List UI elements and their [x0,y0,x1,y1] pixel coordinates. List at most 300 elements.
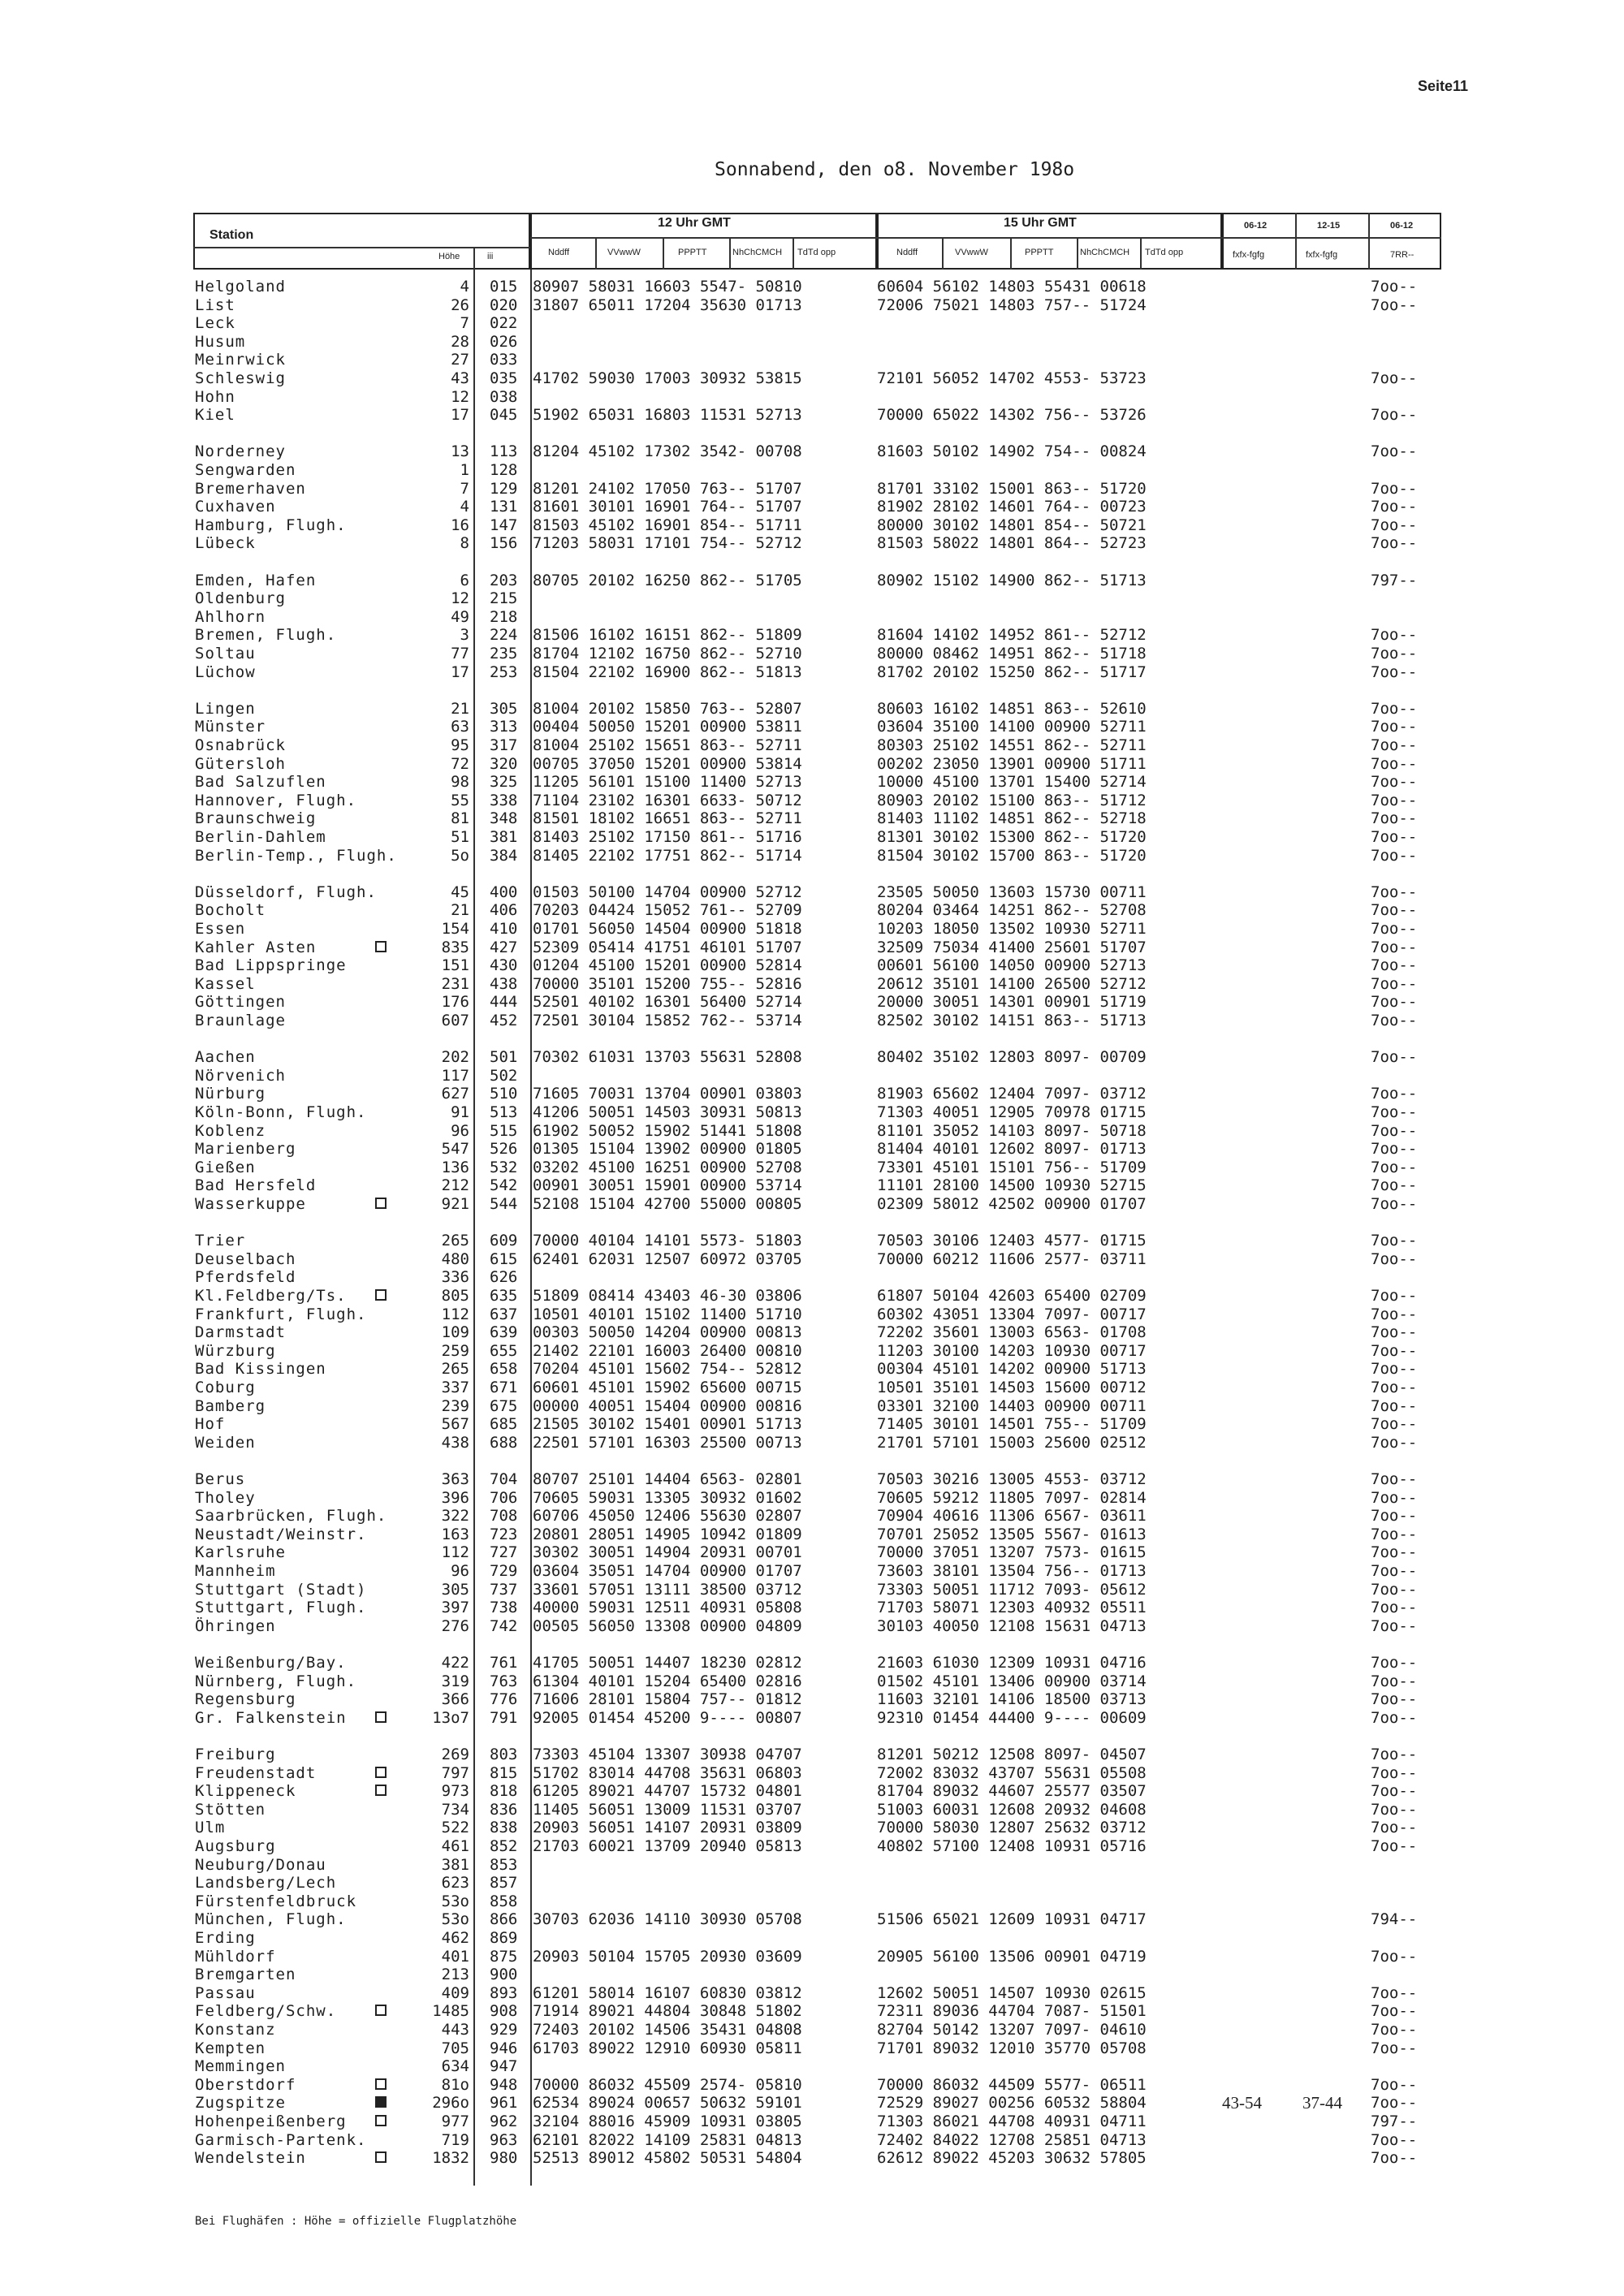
precip-group: 7oo-- [1371,516,1418,534]
station-index: 963 [490,2131,518,2149]
precip-group: 7oo-- [1371,883,1418,901]
observation-12utc: 21505 30102 15401 00901 51713 [533,1415,802,1433]
station-name: Kiel [195,406,235,424]
station-height: 337 [441,1379,469,1396]
station-row [0,296,1624,315]
station-height: 322 [441,1507,469,1525]
observation-12utc: 62401 62031 12507 60972 03705 [533,1250,802,1268]
station-height: 265 [441,1360,469,1378]
station-height: 422 [441,1654,469,1672]
station-name: Würzburg [195,1342,276,1360]
station-row [0,2149,1624,2168]
station-height: 27 [451,351,469,369]
station-row [0,2094,1624,2113]
station-index: 803 [490,1746,518,1763]
station-index: 791 [490,1709,518,1727]
station-name: Mannheim [195,1562,276,1580]
station-name: Hamburg, Flugh. [195,516,347,534]
precip-group: 7oo-- [1371,278,1418,296]
observation-12utc: 01204 45100 15201 00900 52814 [533,956,802,974]
observation-12utc: 71914 89021 44804 30848 51802 [533,2002,802,2020]
precip-group: 797-- [1371,572,1418,589]
section-spacer [0,425,1624,443]
station-name: Karlsruhe [195,1543,286,1561]
precip-group: 7oo-- [1371,1690,1418,1708]
observation-12utc: 71104 23102 16301 6633- 50712 [533,792,802,809]
precip-group: 7oo-- [1371,736,1418,754]
observation-12utc: 52108 15104 42700 55000 00805 [533,1195,802,1213]
observation-15utc: 81603 50102 14902 754-- 00824 [877,442,1147,460]
precip-group: 7oo-- [1371,1159,1418,1176]
observation-12utc: 81601 30101 16901 764-- 51707 [533,498,802,516]
station-height: 567 [441,1415,469,1433]
station-height: 49 [451,608,469,626]
observation-15utc: 60302 43051 13304 7097- 00717 [877,1306,1147,1323]
section-spacer [0,865,1624,883]
station-index: 224 [490,626,518,644]
section-spacer [0,1452,1624,1470]
observation-12utc: 51902 65031 16803 11531 52713 [533,406,802,424]
station-row [0,901,1624,920]
observation-12utc: 60601 45101 15902 65600 00715 [533,1379,802,1396]
station-height: 296o [432,2094,469,2112]
station-height: 259 [441,1342,469,1360]
observation-15utc: 00304 45101 14202 00900 51713 [877,1360,1147,1378]
station-name: Kl.Feldberg/Ts. [195,1287,347,1305]
station-name: Deuselbach [195,1250,296,1268]
precip-group: 7oo-- [1371,1764,1418,1782]
observation-12utc: 62534 89024 00657 50632 59101 [533,2094,802,2112]
station-height: 95 [451,736,469,754]
precip-group: 7oo-- [1371,1122,1418,1140]
station-index: 348 [490,809,518,827]
station-height: 5o [451,847,469,865]
station-height: 547 [441,1140,469,1158]
station-name: Aachen [195,1048,256,1066]
station-row [0,755,1624,774]
station-height: 81o [441,2076,469,2094]
precip-group: 7oo-- [1371,1599,1418,1616]
observation-15utc: 81702 20102 15250 862-- 51717 [877,663,1147,681]
observation-12utc: 81403 25102 17150 861-- 51716 [533,828,802,846]
observation-12utc: 71606 28101 15804 757-- 01812 [533,1690,802,1708]
station-index: 626 [490,1268,518,1286]
station-index: 427 [490,939,518,956]
station-height: 366 [441,1690,469,1708]
station-row [0,516,1624,535]
station-row [0,2131,1624,2150]
observation-12utc: 03604 35051 14704 00900 01707 [533,1562,802,1580]
station-index: 948 [490,2076,518,2094]
station-height: 1485 [432,2002,469,2020]
station-row [0,993,1624,1012]
station-height: 381 [441,1856,469,1874]
observation-15utc: 61807 50104 42603 65400 02709 [877,1287,1147,1305]
station-height: 1 [460,461,469,479]
observation-12utc: 52513 89012 45802 50531 54804 [533,2149,802,2167]
precip-group: 7oo-- [1371,1672,1418,1690]
station-index: 836 [490,1801,518,1819]
station-index: 857 [490,1874,518,1892]
observation-15utc: 81903 65602 12404 7097- 03712 [877,1085,1147,1103]
observation-12utc: 41206 50051 14503 30931 50813 [533,1103,802,1121]
station-name: Wendelstein [195,2149,306,2167]
observation-12utc: 62101 82022 14109 25831 04813 [533,2131,802,2149]
station-index: 609 [490,1232,518,1249]
station-name: Hohenpeißenberg [195,2113,347,2130]
station-name: Trier [195,1232,246,1249]
station-name: Kempten [195,2039,266,2057]
precip-group: 7oo-- [1371,700,1418,718]
station-height: 8 [460,534,469,552]
station-index: 532 [490,1159,518,1176]
observation-12utc: 52501 40102 16301 56400 52714 [533,993,802,1011]
gust-range-06-12: 43-54 [1222,2093,1262,2113]
station-height: 719 [441,2131,469,2149]
station-row [0,1379,1624,1397]
precip-group: 7oo-- [1371,901,1418,919]
station-row [0,773,1624,792]
station-name: Münster [195,718,266,736]
station-index: 818 [490,1782,518,1800]
station-row [0,589,1624,608]
precip-group: 7oo-- [1371,1250,1418,1268]
observation-12utc: 03202 45100 16251 00900 52708 [533,1159,802,1176]
precip-group: 7oo-- [1371,1323,1418,1341]
station-row [0,2057,1624,2076]
station-height: 98 [451,773,469,791]
station-name: Wasserkuppe [195,1195,306,1213]
station-index: 235 [490,645,518,662]
observation-15utc: 71405 30101 14501 755-- 51709 [877,1415,1147,1433]
station-name: Stuttgart (Stadt) [195,1581,367,1599]
station-index: 033 [490,351,518,369]
station-name: Marienberg [195,1140,296,1158]
station-name: Nürburg [195,1085,266,1103]
station-name: Hannover, Flugh. [195,792,357,809]
station-height: 305 [441,1581,469,1599]
station-name: Weißenburg/Bay. [195,1654,347,1672]
station-index: 869 [490,1929,518,1947]
precip-group: 7oo-- [1371,956,1418,974]
mountain-station-marker-icon [375,941,387,952]
station-index: 893 [490,1984,518,2002]
station-name: Bad Salzuflen [195,773,326,791]
station-row [0,406,1624,425]
station-height: 634 [441,2057,469,2075]
observation-12utc: 30302 30051 14904 20931 00701 [533,1543,802,1561]
observation-12utc: 00705 37050 15201 00900 53814 [533,755,802,773]
observation-12utc: 81004 25102 15651 863-- 52711 [533,736,802,754]
station-index: 452 [490,1012,518,1029]
observation-12utc: 61902 50052 15902 51441 51808 [533,1122,802,1140]
station-height: 461 [441,1837,469,1855]
block15-group-1: Nddff [896,248,918,257]
observation-15utc: 82502 30102 14151 863-- 51713 [877,1012,1147,1029]
station-name: Düsseldorf, Flugh. [195,883,377,901]
station-height: 13o7 [432,1709,469,1727]
station-row [0,1801,1624,1819]
station-row [0,883,1624,902]
station-height: 96 [451,1122,469,1140]
station-name: Lüchow [195,663,256,681]
mountain-station-marker-icon [375,1198,387,1209]
observation-12utc: 80705 20102 16250 862-- 51705 [533,572,802,589]
station-index: 020 [490,296,518,314]
station-row [0,1287,1624,1306]
station-index: 929 [490,2021,518,2039]
station-row [0,351,1624,369]
station-row [0,1140,1624,1159]
precip-group: 7oo-- [1371,498,1418,516]
station-index: 131 [490,498,518,516]
station-index: 655 [490,1342,518,1360]
station-height: 212 [441,1176,469,1194]
station-row [0,2076,1624,2095]
station-row [0,975,1624,994]
station-row [0,1599,1624,1617]
mountain-station-filled-marker-icon [375,2096,387,2108]
station-height: 443 [441,2021,469,2039]
station-name: Stuttgart, Flugh. [195,1599,367,1616]
station-name: Oberstdorf [195,2076,296,2094]
station-name: Nürnberg, Flugh. [195,1672,357,1690]
station-name: Nörvenich [195,1067,286,1085]
observation-15utc: 70000 65022 14302 756-- 53726 [877,406,1147,424]
station-height: 401 [441,1948,469,1966]
page-number: Seite11 [1418,78,1469,94]
station-index: 852 [490,1837,518,1855]
station-name: Bremen, Flugh. [195,626,337,644]
observation-15utc: 81503 58022 14801 864-- 52723 [877,534,1147,552]
r1-header: 06-12 [1244,221,1268,231]
station-height: 396 [441,1489,469,1507]
precip-group: 7oo-- [1371,718,1418,736]
station-row [0,461,1624,480]
station-height: 176 [441,993,469,1011]
r2-header: 12-15 [1317,221,1341,231]
observation-12utc: 71203 58031 17101 754-- 52712 [533,534,802,552]
station-height: 336 [441,1268,469,1286]
station-height: 12 [451,388,469,406]
observation-12utc: 61304 40101 15204 65400 02816 [533,1672,802,1690]
observation-15utc: 12602 50051 14507 10930 02615 [877,1984,1147,2002]
precip-group: 7oo-- [1371,1507,1418,1525]
precip-group: 7oo-- [1371,828,1418,846]
station-row [0,1746,1624,1764]
observation-15utc: 71303 86021 44708 40931 04711 [877,2113,1147,2130]
station-height: 265 [441,1232,469,1249]
station-height: 921 [441,1195,469,1213]
station-height: 7 [460,480,469,498]
station-row [0,388,1624,407]
station-row [0,1342,1624,1361]
station-index: 215 [490,589,518,607]
station-name: Lübeck [195,534,256,552]
observation-12utc: 92005 01454 45200 9---- 00807 [533,1709,802,1727]
station-name: Garmisch-Partenk. [195,2131,367,2149]
precip-group: 7oo-- [1371,1948,1418,1966]
station-row [0,1323,1624,1342]
station-row [0,1159,1624,1177]
observation-12utc: 00000 40051 15404 00900 00816 [533,1397,802,1415]
observation-15utc: 10000 45100 13701 15400 52714 [877,773,1147,791]
precip-group: 7oo-- [1371,773,1418,791]
observation-12utc: 22501 57101 16303 25500 00713 [533,1434,802,1452]
observation-12utc: 81204 45102 17302 3542- 00708 [533,442,802,460]
station-index: 704 [490,1470,518,1488]
station-index: 026 [490,333,518,351]
station-name: Oldenburg [195,589,286,607]
station-index: 639 [490,1323,518,1341]
station-height: 43 [451,369,469,387]
block15-group-4: NhChCMCH [1080,248,1130,257]
observation-12utc: 52309 05414 41751 46101 51707 [533,939,802,956]
station-row [0,1526,1624,1544]
station-height: 109 [441,1323,469,1341]
observation-15utc: 51003 60031 12608 20932 04608 [877,1801,1147,1819]
block15-group-3: PPPTT [1025,248,1054,257]
observation-12utc: 81004 20102 15850 763-- 52807 [533,700,802,718]
station-index: 218 [490,608,518,626]
station-index: 853 [490,1856,518,1874]
station-row [0,1782,1624,1801]
station-index: 113 [490,442,518,460]
section-spacer [0,1214,1624,1232]
station-row [0,1434,1624,1452]
station-height: 6 [460,572,469,589]
station-index: 128 [490,461,518,479]
observation-12utc: 21703 60021 13709 20940 05813 [533,1837,802,1855]
observation-12utc: 00505 56050 13308 00900 04809 [533,1617,802,1635]
precip-group: 7oo-- [1371,1360,1418,1378]
precip-group: 7oo-- [1371,847,1418,865]
observation-15utc: 70904 40616 11306 6567- 03611 [877,1507,1147,1525]
station-height: 734 [441,1801,469,1819]
station-index: 635 [490,1287,518,1305]
station-name: Tholey [195,1489,256,1507]
station-index: 946 [490,2039,518,2057]
observation-15utc: 72202 35601 13003 6563- 01708 [877,1323,1147,1341]
station-row [0,314,1624,333]
station-name: Leck [195,314,235,332]
precip-group: 7oo-- [1371,1415,1418,1433]
station-name: Hohn [195,388,235,406]
station-name: Mühldorf [195,1948,276,1966]
observation-15utc: 72402 84022 12708 25851 04713 [877,2131,1147,2149]
station-row [0,1397,1624,1416]
station-height: 91 [451,1103,469,1121]
station-name: Gr. Falkenstein [195,1709,347,1727]
station-row [0,1195,1624,1214]
observation-15utc: 82704 50142 13207 7097- 04610 [877,2021,1147,2039]
station-index: 723 [490,1526,518,1543]
observation-15utc: 70605 59212 11805 7097- 02814 [877,1489,1147,1507]
hoehe-column-header: Höhe [438,252,460,261]
observation-15utc: 72311 89036 44704 7087- 51501 [877,2002,1147,2020]
station-index: 526 [490,1140,518,1158]
station-name: Ulm [195,1819,226,1836]
station-height: 319 [441,1672,469,1690]
station-index: 685 [490,1415,518,1433]
station-row [0,847,1624,865]
observation-15utc: 92310 01454 44400 9---- 00609 [877,1709,1147,1727]
station-name: Augsburg [195,1837,276,1855]
observation-15utc: 81201 50212 12508 8097- 04507 [877,1746,1147,1763]
block12-group-5: TdTd opp [797,248,836,257]
station-name: Weiden [195,1434,256,1452]
observation-12utc: 70302 61031 13703 55631 52808 [533,1048,802,1066]
station-row [0,1966,1624,1984]
station-index: 866 [490,1910,518,1928]
station-row [0,1617,1624,1636]
station-row [0,1672,1624,1691]
observation-15utc: 80902 15102 14900 862-- 51713 [877,572,1147,589]
iii-column-header: iii [487,252,494,261]
observation-12utc: 70000 35101 15200 755-- 52816 [533,975,802,993]
station-name: Koblenz [195,1122,266,1140]
observation-15utc: 32509 75034 41400 25601 51707 [877,939,1147,956]
observation-15utc: 81701 33102 15001 863-- 51720 [877,480,1147,498]
observation-15utc: 72101 56052 14702 4553- 53723 [877,369,1147,387]
observation-12utc: 21402 22101 16003 26400 00810 [533,1342,802,1360]
station-height: 81 [451,809,469,827]
precip-group: 7oo-- [1371,663,1418,681]
precip-group: 7oo-- [1371,1581,1418,1599]
observation-12utc: 80907 58031 16603 5547- 50810 [533,278,802,296]
observation-12utc: 30703 62036 14110 30930 05708 [533,1910,802,1928]
precip-group: 7oo-- [1371,2076,1418,2094]
precip-group: 7oo-- [1371,1617,1418,1635]
precip-group: 7oo-- [1371,1306,1418,1323]
precip-group: 7oo-- [1371,1470,1418,1488]
station-height: 21 [451,901,469,919]
observation-12utc: 10501 40101 15102 11400 51710 [533,1306,802,1323]
station-name: Regensburg [195,1690,296,1708]
station-name: Fürstenfeldbruck [195,1892,357,1910]
station-height: 522 [441,1819,469,1836]
observation-15utc: 81504 30102 15700 863-- 51720 [877,847,1147,865]
r2-subheader: fxfx-fgfg [1306,250,1338,260]
station-row [0,828,1624,847]
observation-15utc: 70000 60212 11606 2577- 03711 [877,1250,1147,1268]
precip-group: 7oo-- [1371,1984,1418,2002]
precip-group: 7oo-- [1371,442,1418,460]
station-row [0,1048,1624,1067]
mountain-station-marker-icon [375,2115,387,2126]
station-index: 708 [490,1507,518,1525]
station-index: 838 [490,1819,518,1836]
precip-group: 7oo-- [1371,406,1418,424]
r3-subheader: 7RR-- [1390,250,1415,260]
station-row [0,1268,1624,1287]
station-index: 381 [490,828,518,846]
observation-12utc: 73303 45104 13307 30938 04707 [533,1746,802,1763]
station-height: 623 [441,1874,469,1892]
station-row [0,1306,1624,1324]
block15-group-2: VVwwW [955,248,988,257]
observation-15utc: 70000 37051 13207 7573- 01615 [877,1543,1147,1561]
observation-15utc: 21701 57101 15003 25600 02512 [877,1434,1147,1452]
observation-12utc: 32104 88016 45909 10931 03805 [533,2113,802,2130]
station-index: 727 [490,1543,518,1561]
station-row [0,1892,1624,1911]
station-name: Sengwarden [195,461,296,479]
station-index: 515 [490,1122,518,1140]
observation-12utc: 70204 45101 15602 754-- 52812 [533,1360,802,1378]
observation-15utc: 11603 32101 14106 18500 03713 [877,1690,1147,1708]
station-index: 858 [490,1892,518,1910]
